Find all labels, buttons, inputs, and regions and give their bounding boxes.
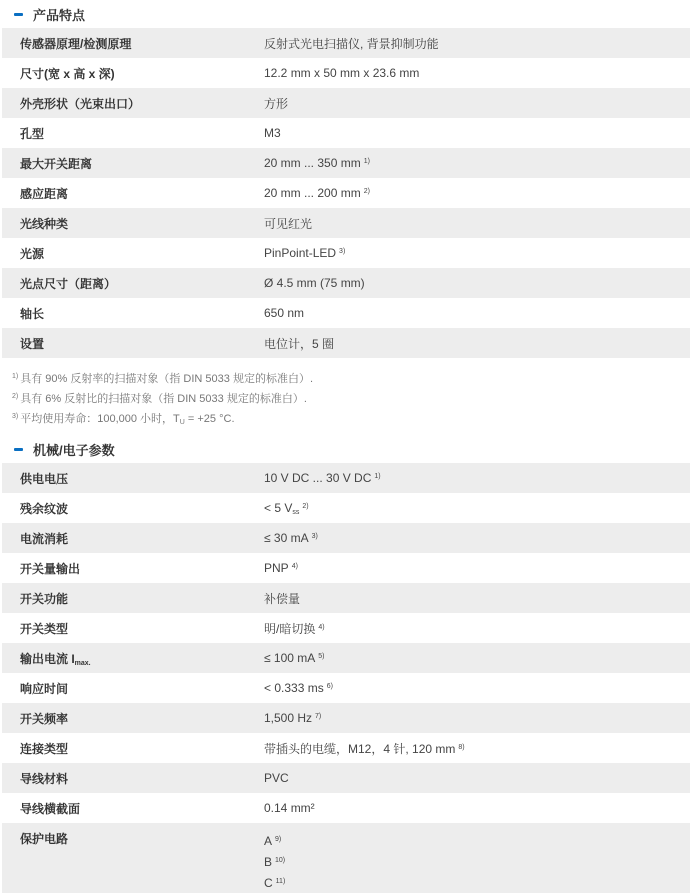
spec-label: 轴长	[2, 298, 264, 328]
mechanical-electrical-table	[2, 463, 690, 893]
spec-label: 开关功能	[2, 583, 264, 613]
footnote: $^{1)}$ 具有 90% 反射率的扫描对象（指 DIN 5033 规定的标准白）.	[12, 373, 314, 385]
section-header-mechanical-electrical	[0, 435, 692, 463]
spec-value: PVC	[264, 763, 690, 793]
spec-label: 供电电压	[2, 463, 264, 493]
footnote-ref[interactable]: 10)	[275, 857, 286, 864]
spec-label: 保护电路	[2, 823, 264, 893]
spec-value: 20 mm ... 200 mm $^{2)}$	[264, 178, 690, 208]
footnote: $^{2)}$ 具有 6% 反射比的扫描对象（指 DIN 5033 规定的标准白）.	[12, 393, 307, 405]
table-row	[2, 613, 690, 643]
spec-value: 可见红光	[264, 208, 690, 238]
table-row	[2, 463, 690, 493]
table-row	[2, 823, 690, 893]
spec-label: 响应时间	[2, 673, 264, 703]
spec-value: 反射式光电扫描仪, 背景抑制功能	[264, 28, 690, 58]
spec-label: 外壳形状（光束出口）	[2, 88, 264, 118]
spec-value: PNP $^{4)}$	[264, 553, 690, 583]
table-row	[2, 733, 690, 763]
section-title: 机械/电子参数	[33, 442, 115, 458]
spec-label: 导线横截面	[2, 793, 264, 823]
spec-label: 开关量输出	[2, 553, 264, 583]
spec-value: ≤ 100 mA $^{5)}$	[264, 643, 690, 673]
table-row	[2, 58, 690, 88]
spec-label: 设置	[2, 328, 264, 358]
spec-label: 输出电流 $I_{max.}$	[2, 643, 264, 673]
spec-value: ≤ 30 mA $^{3)}$	[264, 523, 690, 553]
footnotes	[0, 358, 692, 435]
spec-value: 0.14 mm²	[264, 793, 690, 823]
spec-value: 12.2 mm x 50 mm x 23.6 mm	[264, 58, 690, 88]
spec-label: 开关频率	[2, 703, 264, 733]
spec-value: 带插头的电缆，M12，4 针, 120 mm $^{8)}$	[264, 733, 690, 763]
footnote-ref[interactable]: 3)	[311, 533, 318, 540]
spec-value: 方形	[264, 88, 690, 118]
footnote-ref[interactable]: 2)	[302, 502, 309, 510]
spec-label: 开关类型	[2, 613, 264, 643]
table-row	[2, 178, 690, 208]
table-row	[2, 28, 690, 58]
footnote-ref[interactable]: 9)	[275, 836, 282, 843]
section-title: 产品特点	[33, 7, 86, 23]
table-row	[2, 208, 690, 238]
spec-label: 感应距离	[2, 178, 264, 208]
spec-label: 传感器原理/检测原理	[2, 28, 264, 58]
spec-label: 电流消耗	[2, 523, 264, 553]
footnote-ref[interactable]: 4)	[291, 563, 298, 570]
footnote-ref[interactable]: 2)	[363, 188, 370, 195]
spec-value: 20 mm ... 350 mm $^{1)}$	[264, 148, 690, 178]
table-row	[2, 118, 690, 148]
table-row	[2, 148, 690, 178]
table-row	[2, 493, 690, 523]
table-row	[2, 298, 690, 328]
table-row	[2, 328, 690, 358]
table-row	[2, 673, 690, 703]
table-row	[2, 703, 690, 733]
spec-label: 尺寸(宽 x 高 x 深)	[2, 58, 264, 88]
spec-value: 补偿量	[264, 583, 690, 613]
spec-value: < 0.333 ms $^{6)}$	[264, 673, 690, 703]
spec-label: 光线种类	[2, 208, 264, 238]
spec-label: 光点尺寸（距离）	[2, 268, 264, 298]
spec-value: A $^{9)}$ B $^{10)}$ C $^{11)}$	[264, 823, 690, 893]
spec-value: < 5 $V_{ss}^{2)}$	[264, 493, 690, 523]
footnote-ref[interactable]: 3)	[339, 248, 346, 255]
table-row	[2, 763, 690, 793]
spec-value: PinPoint-LED $^{3)}$	[264, 238, 690, 268]
spec-label: 孔型	[2, 118, 264, 148]
spec-value: 1,500 Hz $^{7)}$	[264, 703, 690, 733]
footnote: $^{3)}$ 平均使用寿命：100,000 小时，$T_U = +25$ °C.	[12, 413, 235, 426]
table-row	[2, 553, 690, 583]
spec-label: 最大开关距离	[2, 148, 264, 178]
footnote-ref[interactable]: 11)	[275, 878, 286, 885]
product-features-table	[2, 28, 690, 358]
table-row	[2, 238, 690, 268]
footnote-ref[interactable]: 8)	[458, 743, 465, 751]
table-row	[2, 88, 690, 118]
spec-label: 光源	[2, 238, 264, 268]
section-dash-icon	[14, 448, 23, 451]
spec-label: 导线材料	[2, 763, 264, 793]
footnote-ref[interactable]: 6)	[326, 683, 333, 690]
spec-value: 10 V DC ... 30 V DC $^{1)}$	[264, 463, 690, 493]
spec-value: 650 nm	[264, 298, 690, 328]
spec-label: 连接类型	[2, 733, 264, 763]
section-header-product-features	[0, 0, 692, 28]
spec-label: 残余纹波	[2, 493, 264, 523]
spec-value: Ø 4.5 mm (75 mm)	[264, 268, 690, 298]
footnote-ref[interactable]: 4)	[318, 623, 325, 631]
spec-value: 明/暗切换 $^{4)}$	[264, 613, 690, 643]
footnote-ref[interactable]: 1)	[363, 158, 370, 165]
table-row	[2, 643, 690, 673]
footnote-ref[interactable]: 5)	[318, 653, 325, 660]
section-dash-icon	[14, 13, 23, 16]
footnote-ref[interactable]: 7)	[315, 713, 322, 720]
table-row	[2, 523, 690, 553]
spec-value: M3	[264, 118, 690, 148]
footnote-ref[interactable]: 1)	[374, 473, 381, 480]
table-row	[2, 793, 690, 823]
table-row	[2, 583, 690, 613]
table-row	[2, 268, 690, 298]
spec-value: 电位计，5 圈	[264, 328, 690, 358]
